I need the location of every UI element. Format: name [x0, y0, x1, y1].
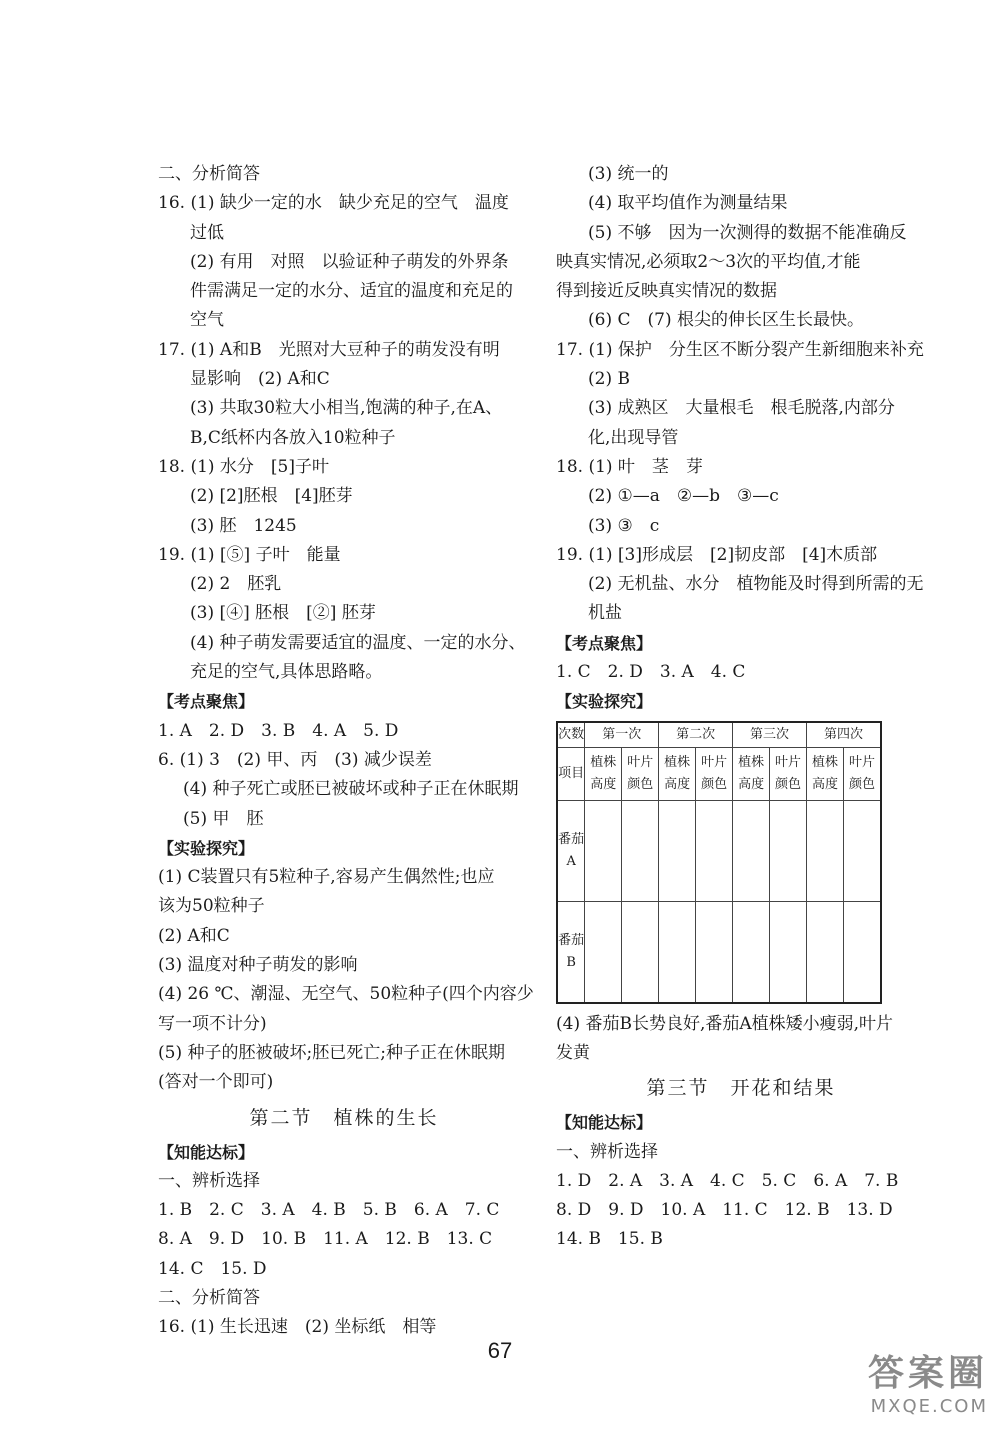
- answer-line: (3) 成熟区 大量根毛 根毛脱落,内部分: [588, 398, 895, 419]
- answer-line: 【实验探究】: [556, 692, 653, 712]
- right-column: [556, 160, 926, 1255]
- answer-line: 1. B 2. C 3. A 4. B 5. B 6. A 7. C: [158, 1200, 500, 1221]
- table-col-1: 第一次: [585, 722, 659, 748]
- answer-line: 写一项不计分): [158, 1013, 267, 1034]
- answer-line: (答对一个即可): [158, 1072, 274, 1093]
- sub-color-4: 叶片颜色: [843, 747, 881, 800]
- sub-height-3: 植株高度: [733, 747, 770, 800]
- answer-line: 19. (1) [3]形成层 [2]韧皮部 [4]木质部: [556, 544, 878, 565]
- sub-height-1: 植株高度: [585, 747, 622, 800]
- answer-line: (3) [④] 胚根 [②] 胚芽: [190, 603, 376, 624]
- right-answer-lines: [556, 160, 926, 717]
- answer-line: (2) 无机盐、水分 植物能及时得到所需的无: [588, 574, 924, 595]
- watermark-url: MXQE.COM: [870, 1396, 988, 1417]
- answer-line: B,C纸杯内各放入10粒种子: [190, 427, 396, 448]
- answer-line: 发黄: [556, 1042, 590, 1063]
- answer-line: (5) 种子的胚被破坏;胚已死亡;种子正在休眠期: [158, 1042, 505, 1063]
- answer-line: (4) 番茄B长势良好,番茄A植株矮小瘦弱,叶片: [556, 1013, 894, 1034]
- answer-line: 1. D 2. A 3. A 4. C 5. C 6. A 7. B: [556, 1170, 899, 1191]
- answer-line: 【考点聚焦】: [158, 692, 255, 712]
- answer-line: 8. A 9. D 10. B 11. A 12. B 13. C: [158, 1229, 493, 1250]
- sub-color-1: 叶片颜色: [622, 747, 659, 800]
- answer-line: 1. A 2. D 3. B 4. A 5. D: [158, 720, 399, 741]
- answer-line: (6) C (7) 根尖的伸长区生长最快。: [588, 310, 864, 331]
- answer-line: 过低: [190, 222, 224, 243]
- row-tomato-a: 番茄A: [557, 800, 585, 901]
- table-corner-top: 次数: [557, 722, 585, 748]
- answer-line: 二、分析简答: [158, 164, 260, 184]
- page-number: 67: [487, 1338, 513, 1363]
- answer-line: 6. (1) 3 (2) 甲、丙 (3) 减少误差: [158, 749, 432, 770]
- answer-line: 得到接近反映真实情况的数据: [556, 281, 777, 302]
- answer-line: (1) C装置只有5粒种子,容易产生偶然性;也应: [158, 867, 495, 888]
- right-answer-lines-after: [556, 1010, 926, 1069]
- answer-line: 17. (1) 保护 分生区不断分裂产生新细胞来补充: [556, 339, 924, 360]
- answer-line: (5) 甲 胚: [183, 808, 264, 829]
- left-column: [158, 160, 534, 1343]
- answer-line: (4) 26 ℃、潮湿、无空气、50粒种子(四个内容少: [158, 984, 534, 1005]
- answer-line: (3) 温度对种子萌发的影响: [158, 955, 358, 976]
- table-col-4: 第四次: [807, 722, 882, 748]
- answer-line: 二、分析简答: [158, 1287, 260, 1308]
- answer-line: (3) 共取30粒大小相当,饱满的种子,在A、: [190, 398, 503, 419]
- answer-line: (4) 取平均值作为测量结果: [588, 193, 788, 214]
- answer-line: 一、辨析选择: [158, 1170, 260, 1191]
- answer-line: 14. B 15. B: [556, 1229, 663, 1250]
- answer-line: (2) 有用 对照 以验证种子萌发的外界条: [190, 251, 509, 272]
- answer-line: 16. (1) 缺少一定的水 缺少充足的空气 温度: [158, 193, 509, 214]
- answer-line: 【考点聚焦】: [556, 633, 653, 653]
- section-heading-plant-growth: 第二节 植株的生长: [249, 1106, 439, 1129]
- sub-color-3: 叶片颜色: [770, 747, 807, 800]
- section-heading-flowering: 第三节 开花和结果: [646, 1077, 836, 1100]
- sub-color-2: 叶片颜色: [696, 747, 733, 800]
- answer-line: 空气: [190, 310, 224, 331]
- left-answer-lines: [158, 160, 534, 1098]
- answer-line: (4) 种子死亡或胚已被破坏或种子正在休眠期: [183, 779, 519, 800]
- answer-line: 充足的空气,具体思路略。: [190, 662, 383, 683]
- watermark-logo: [868, 1345, 988, 1417]
- answer-line: 1. C 2. D 3. A 4. C: [556, 662, 746, 683]
- answer-line: 【知能达标】: [556, 1113, 653, 1133]
- answer-line: 18. (1) 叶 茎 芽: [556, 456, 703, 477]
- answer-line: 机盐: [588, 603, 622, 624]
- answer-line: 8. D 9. D 10. A 11. C 12. B 13. D: [556, 1200, 893, 1221]
- answer-line: (2) [2]胚根 [4]胚芽: [190, 486, 353, 507]
- sub-height-2: 植株高度: [659, 747, 696, 800]
- left-answer-lines-2: [158, 1138, 530, 1343]
- answer-line: 19. (1) [⑤] 子叶 能量: [158, 544, 341, 565]
- answer-line: 【知能达标】: [158, 1142, 255, 1162]
- answer-line: 14. C 15. D: [158, 1258, 267, 1279]
- watermark-text: 答案圈: [867, 1353, 988, 1394]
- answer-line: 16. (1) 生长迅速 (2) 坐标纸 相等: [158, 1317, 437, 1338]
- row-tomato-b: 番茄B: [557, 901, 585, 1003]
- answer-line: 该为50粒种子: [158, 896, 265, 917]
- answer-line: 一、辨析选择: [556, 1141, 658, 1162]
- answer-line: (4) 种子萌发需要适宜的温度、一定的水分、: [190, 632, 526, 653]
- table-col-3: 第三次: [733, 722, 807, 748]
- answer-line: 件需满足一定的水分、适宜的温度和充足的: [190, 281, 513, 302]
- answer-line: 18. (1) 水分 [5]子叶: [158, 456, 330, 477]
- table-col-2: 第二次: [659, 722, 733, 748]
- experiment-table: [556, 721, 882, 1004]
- answer-line: 【实验探究】: [158, 838, 255, 858]
- answer-line: (3) 统一的: [588, 164, 669, 184]
- answer-line: 映真实情况,必须取2～3次的平均值,才能: [556, 251, 861, 272]
- answer-line: 显影响 (2) A和C: [190, 369, 330, 390]
- right-answer-lines-2: [556, 1108, 926, 1254]
- answer-line: (5) 不够 因为一次测得的数据不能准确反: [588, 222, 907, 243]
- answer-line: 化,出现导管: [588, 427, 679, 448]
- sub-height-4: 植株高度: [807, 747, 844, 800]
- answer-line: (3) ③ c: [588, 515, 660, 536]
- answer-line: 17. (1) A和B 光照对大豆种子的萌发没有明: [158, 339, 500, 360]
- answer-line: (2) A和C: [158, 925, 230, 946]
- table-corner-bottom: 项目: [557, 747, 585, 800]
- answer-line: (2) ①—a ②—b ③—c: [588, 486, 779, 507]
- answer-line: (3) 胚 1245: [190, 515, 297, 536]
- answer-line: (2) B: [588, 369, 630, 390]
- answer-line: (2) 2 胚乳: [190, 574, 282, 595]
